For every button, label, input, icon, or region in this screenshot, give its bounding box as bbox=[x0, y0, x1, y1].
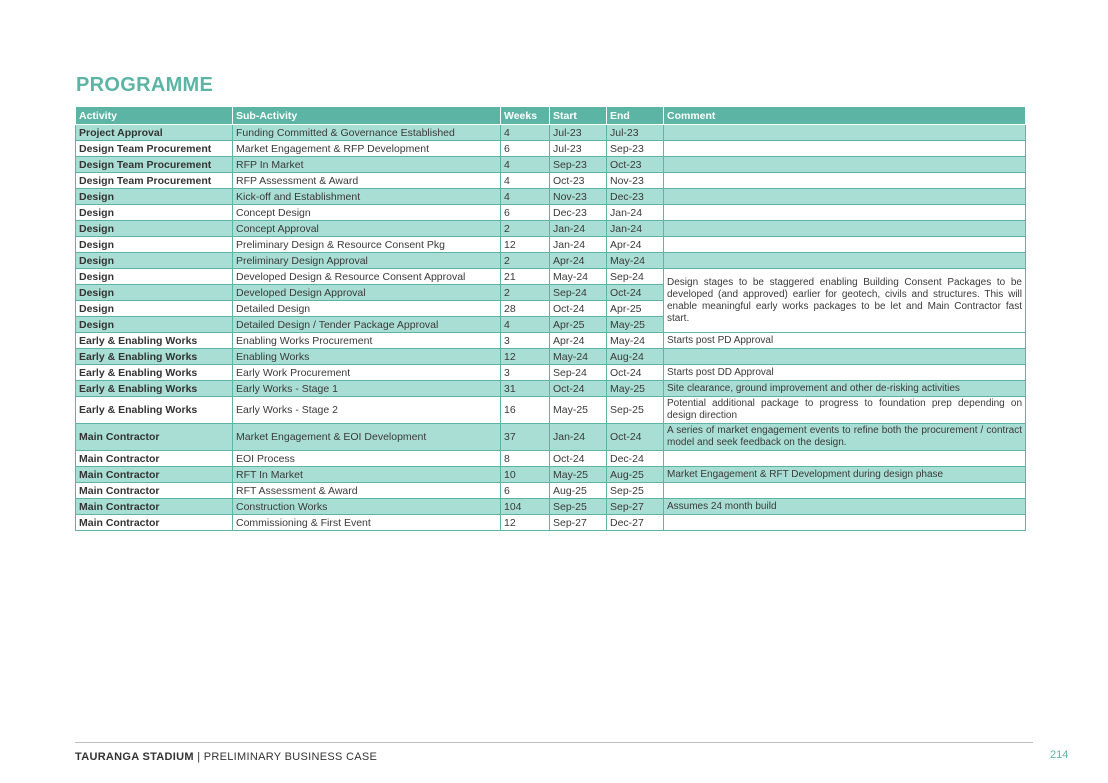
start-cell: Sep-24 bbox=[550, 285, 607, 301]
sub-activity-cell: Concept Approval bbox=[233, 221, 501, 237]
comment-cell bbox=[664, 483, 1026, 499]
weeks-cell: 104 bbox=[501, 499, 550, 515]
comment-cell: Market Engagement & RFT Development during design phase bbox=[664, 467, 1026, 483]
weeks-cell: 4 bbox=[501, 173, 550, 189]
weeks-cell: 21 bbox=[501, 269, 550, 285]
table-row bbox=[76, 221, 1026, 237]
activity-cell: Design Team Procurement bbox=[76, 173, 233, 189]
page-number: 214 bbox=[1050, 749, 1069, 761]
activity-cell: Design bbox=[76, 237, 233, 253]
sub-activity-cell: Enabling Works Procurement bbox=[233, 333, 501, 349]
table-row bbox=[76, 451, 1026, 467]
comment-cell: Assumes 24 month build bbox=[664, 499, 1026, 515]
table-row bbox=[76, 424, 1026, 451]
end-cell: Oct-24 bbox=[607, 424, 664, 451]
sub-activity-cell: Developed Design Approval bbox=[233, 285, 501, 301]
sub-activity-cell: Detailed Design bbox=[233, 301, 501, 317]
start-cell: Jul-23 bbox=[550, 141, 607, 157]
weeks-cell: 2 bbox=[501, 253, 550, 269]
activity-cell: Design bbox=[76, 269, 233, 285]
table-row bbox=[76, 515, 1026, 531]
weeks-cell: 6 bbox=[501, 205, 550, 221]
weeks-cell: 4 bbox=[501, 157, 550, 173]
weeks-cell: 12 bbox=[501, 237, 550, 253]
weeks-cell: 2 bbox=[501, 221, 550, 237]
weeks-cell: 4 bbox=[501, 189, 550, 205]
start-cell: Dec-23 bbox=[550, 205, 607, 221]
start-cell: Jan-24 bbox=[550, 424, 607, 451]
end-cell: Aug-24 bbox=[607, 349, 664, 365]
end-cell: Oct-24 bbox=[607, 285, 664, 301]
activity-cell: Early & Enabling Works bbox=[76, 397, 233, 424]
end-cell: Jul-23 bbox=[607, 125, 664, 141]
activity-cell: Project Approval bbox=[76, 125, 233, 141]
sub-activity-cell: RFT In Market bbox=[233, 467, 501, 483]
end-cell: Aug-25 bbox=[607, 467, 664, 483]
table-row bbox=[76, 365, 1026, 381]
comment-cell bbox=[664, 237, 1026, 253]
start-cell: Sep-25 bbox=[550, 499, 607, 515]
table-row bbox=[76, 381, 1026, 397]
sub-activity-cell: Preliminary Design & Resource Consent Pkg bbox=[233, 237, 501, 253]
sub-activity-cell: RFT Assessment & Award bbox=[233, 483, 501, 499]
activity-cell: Design bbox=[76, 189, 233, 205]
weeks-cell: 16 bbox=[501, 397, 550, 424]
start-cell: Sep-23 bbox=[550, 157, 607, 173]
weeks-cell: 6 bbox=[501, 141, 550, 157]
comment-cell: Starts post DD Approval bbox=[664, 365, 1026, 381]
end-cell: Sep-24 bbox=[607, 269, 664, 285]
start-cell: Oct-24 bbox=[550, 301, 607, 317]
table-row bbox=[76, 237, 1026, 253]
end-cell: Sep-27 bbox=[607, 499, 664, 515]
activity-cell: Main Contractor bbox=[76, 467, 233, 483]
table-row bbox=[76, 483, 1026, 499]
end-cell: May-24 bbox=[607, 253, 664, 269]
activity-cell: Design bbox=[76, 301, 233, 317]
end-cell: Dec-23 bbox=[607, 189, 664, 205]
sub-activity-cell: Construction Works bbox=[233, 499, 501, 515]
comment-cell bbox=[664, 205, 1026, 221]
table-row bbox=[76, 349, 1026, 365]
activity-cell: Design bbox=[76, 317, 233, 333]
weeks-cell: 2 bbox=[501, 285, 550, 301]
activity-cell: Design Team Procurement bbox=[76, 157, 233, 173]
end-cell: Jan-24 bbox=[607, 205, 664, 221]
start-cell: Aug-25 bbox=[550, 483, 607, 499]
weeks-cell: 28 bbox=[501, 301, 550, 317]
comment-cell bbox=[664, 125, 1026, 141]
start-cell: Jan-24 bbox=[550, 221, 607, 237]
start-cell: May-24 bbox=[550, 349, 607, 365]
footer-project-name: TAURANGA STADIUM bbox=[75, 751, 194, 763]
comment-cell bbox=[664, 141, 1026, 157]
table-row bbox=[76, 189, 1026, 205]
table-row bbox=[76, 173, 1026, 189]
weeks-cell: 3 bbox=[501, 365, 550, 381]
table-row bbox=[76, 467, 1026, 483]
comment-cell: Starts post PD Approval bbox=[664, 333, 1026, 349]
page-title: PROGRAMME bbox=[76, 74, 214, 96]
footer-document-name: PRELIMINARY BUSINESS CASE bbox=[203, 751, 378, 763]
table-row bbox=[76, 157, 1026, 173]
comment-cell bbox=[664, 189, 1026, 205]
activity-cell: Main Contractor bbox=[76, 499, 233, 515]
activity-cell: Design Team Procurement bbox=[76, 141, 233, 157]
sub-activity-cell: Enabling Works bbox=[233, 349, 501, 365]
weeks-cell: 4 bbox=[501, 125, 550, 141]
end-cell: Sep-25 bbox=[607, 397, 664, 424]
table-row bbox=[76, 205, 1026, 221]
end-cell: Nov-23 bbox=[607, 173, 664, 189]
comment-cell bbox=[664, 253, 1026, 269]
start-cell: Oct-24 bbox=[550, 451, 607, 467]
end-cell: Sep-23 bbox=[607, 141, 664, 157]
start-cell: May-25 bbox=[550, 397, 607, 424]
sub-activity-cell: Kick-off and Establishment bbox=[233, 189, 501, 205]
sub-activity-cell: EOI Process bbox=[233, 451, 501, 467]
weeks-cell: 3 bbox=[501, 333, 550, 349]
activity-cell: Early & Enabling Works bbox=[76, 381, 233, 397]
activity-cell: Main Contractor bbox=[76, 515, 233, 531]
end-cell: Jan-24 bbox=[607, 221, 664, 237]
activity-cell: Early & Enabling Works bbox=[76, 333, 233, 349]
sub-activity-cell: Preliminary Design Approval bbox=[233, 253, 501, 269]
end-cell: Dec-24 bbox=[607, 451, 664, 467]
start-cell: Sep-27 bbox=[550, 515, 607, 531]
column-header-start: Start bbox=[550, 107, 607, 125]
sub-activity-cell: Early Works - Stage 2 bbox=[233, 397, 501, 424]
weeks-cell: 8 bbox=[501, 451, 550, 467]
footer-divider bbox=[75, 742, 1033, 743]
end-cell: Apr-25 bbox=[607, 301, 664, 317]
comment-cell bbox=[664, 157, 1026, 173]
activity-cell: Main Contractor bbox=[76, 424, 233, 451]
column-header-comment: Comment bbox=[664, 107, 1026, 125]
start-cell: Apr-24 bbox=[550, 333, 607, 349]
start-cell: Apr-25 bbox=[550, 317, 607, 333]
column-header-activity: Activity bbox=[76, 107, 233, 125]
end-cell: Sep-25 bbox=[607, 483, 664, 499]
comment-cell bbox=[664, 451, 1026, 467]
sub-activity-cell: Market Engagement & EOI Development bbox=[233, 424, 501, 451]
start-cell: Apr-24 bbox=[550, 253, 607, 269]
end-cell: Oct-23 bbox=[607, 157, 664, 173]
start-cell: Sep-24 bbox=[550, 365, 607, 381]
footer-separator: | bbox=[193, 751, 204, 763]
table-row bbox=[76, 397, 1026, 424]
sub-activity-cell: Concept Design bbox=[233, 205, 501, 221]
activity-cell: Early & Enabling Works bbox=[76, 365, 233, 381]
activity-cell: Design bbox=[76, 221, 233, 237]
table-row bbox=[76, 333, 1026, 349]
table-row bbox=[76, 253, 1026, 269]
sub-activity-cell: Funding Committed & Governance Established bbox=[233, 125, 501, 141]
sub-activity-cell: Commissioning & First Event bbox=[233, 515, 501, 531]
sub-activity-cell: Early Work Procurement bbox=[233, 365, 501, 381]
end-cell: Dec-27 bbox=[607, 515, 664, 531]
weeks-cell: 37 bbox=[501, 424, 550, 451]
comment-cell: A series of market engagement events to refine both the procurement / contract model and seek feedback on the design. bbox=[664, 424, 1026, 451]
activity-cell: Design bbox=[76, 253, 233, 269]
weeks-cell: 6 bbox=[501, 483, 550, 499]
end-cell: May-24 bbox=[607, 333, 664, 349]
weeks-cell: 31 bbox=[501, 381, 550, 397]
start-cell: May-25 bbox=[550, 467, 607, 483]
table-header-row bbox=[76, 107, 1026, 125]
column-header-sub-activity: Sub-Activity bbox=[233, 107, 501, 125]
column-header-end: End bbox=[607, 107, 664, 125]
activity-cell: Design bbox=[76, 285, 233, 301]
table-row bbox=[76, 125, 1026, 141]
activity-cell: Main Contractor bbox=[76, 483, 233, 499]
comment-cell bbox=[664, 515, 1026, 531]
comment-cell: Site clearance, ground improvement and other de-risking activities bbox=[664, 381, 1026, 397]
activity-cell: Main Contractor bbox=[76, 451, 233, 467]
footer bbox=[75, 751, 377, 763]
start-cell: Jan-24 bbox=[550, 237, 607, 253]
comment-cell: Design stages to be staggered enabling Building Consent Packages to be developed (and approved) earlier for geotech, civils and structures. This will enable meaningful early works packages to be let and Main Contractor fast start. bbox=[664, 269, 1026, 333]
comment-cell: Potential additional package to progress to foundation prep depending on design direction bbox=[664, 397, 1026, 424]
sub-activity-cell: RFP In Market bbox=[233, 157, 501, 173]
comment-cell bbox=[664, 349, 1026, 365]
weeks-cell: 12 bbox=[501, 349, 550, 365]
sub-activity-cell: Early Works - Stage 1 bbox=[233, 381, 501, 397]
start-cell: Jul-23 bbox=[550, 125, 607, 141]
activity-cell: Early & Enabling Works bbox=[76, 349, 233, 365]
activity-cell: Design bbox=[76, 205, 233, 221]
end-cell: Oct-24 bbox=[607, 365, 664, 381]
sub-activity-cell: RFP Assessment & Award bbox=[233, 173, 501, 189]
table-row bbox=[76, 499, 1026, 515]
sub-activity-cell: Developed Design & Resource Consent Approval bbox=[233, 269, 501, 285]
end-cell: Apr-24 bbox=[607, 237, 664, 253]
comment-cell bbox=[664, 221, 1026, 237]
sub-activity-cell: Detailed Design / Tender Package Approval bbox=[233, 317, 501, 333]
sub-activity-cell: Market Engagement & RFP Development bbox=[233, 141, 501, 157]
start-cell: Oct-23 bbox=[550, 173, 607, 189]
start-cell: May-24 bbox=[550, 269, 607, 285]
start-cell: Oct-24 bbox=[550, 381, 607, 397]
end-cell: May-25 bbox=[607, 381, 664, 397]
programme-table bbox=[75, 106, 1026, 531]
start-cell: Nov-23 bbox=[550, 189, 607, 205]
weeks-cell: 10 bbox=[501, 467, 550, 483]
table-row bbox=[76, 269, 1026, 285]
weeks-cell: 4 bbox=[501, 317, 550, 333]
comment-cell bbox=[664, 173, 1026, 189]
weeks-cell: 12 bbox=[501, 515, 550, 531]
end-cell: May-25 bbox=[607, 317, 664, 333]
table-row bbox=[76, 141, 1026, 157]
column-header-weeks: Weeks bbox=[501, 107, 550, 125]
